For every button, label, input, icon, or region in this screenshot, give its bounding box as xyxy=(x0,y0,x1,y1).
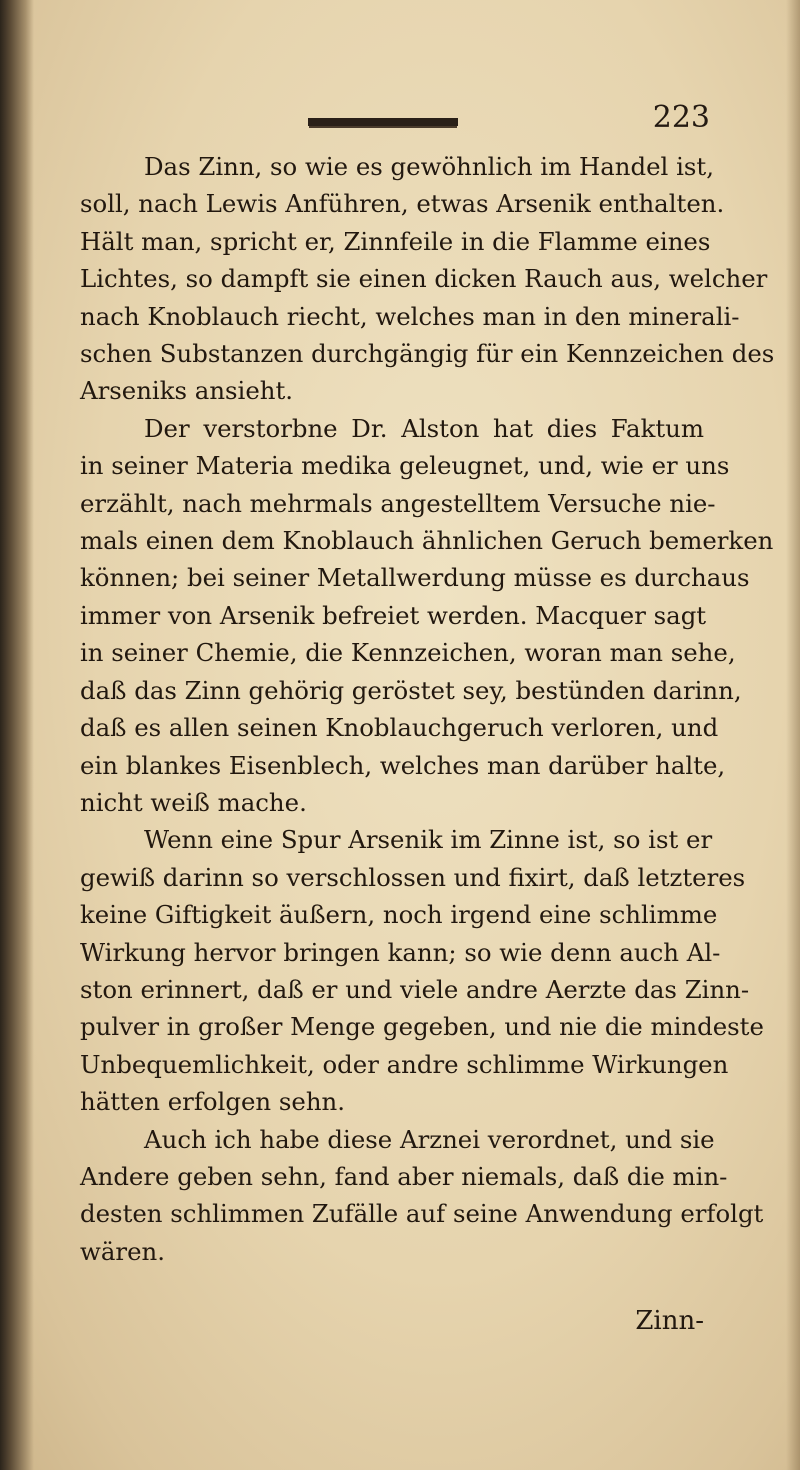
text-line: pulver in großer Menge gegeben, und nie die mindeste xyxy=(80,1012,764,1042)
paragraph-3 xyxy=(80,821,764,1120)
text-line: in seiner Chemie, die Kennzeichen, woran man sehe, xyxy=(80,638,736,668)
text-line: ein blankes Eisenblech, welches man darüber halte, xyxy=(80,750,726,780)
text-line: Der verstorbne Dr. Alston hat dies Faktum xyxy=(144,413,704,443)
paragraph-2 xyxy=(80,410,774,821)
text-line: Lichtes, so dampft sie einen dicken Rauch aus, welcher xyxy=(80,264,768,294)
text-line: gewiß darinn so verschlossen und fixirt, daß letzteres xyxy=(80,862,746,892)
text-line: in seiner Materia medika geleugnet, und, wie er uns xyxy=(80,451,730,481)
text-line: Wirkung hervor bringen kann; so wie denn auch Al- xyxy=(80,937,721,967)
text-line: immer von Arsenik befreiet werden. Macquer sagt xyxy=(80,600,707,630)
text-line: Wenn eine Spur Arsenik im Zinne ist, so ist er xyxy=(144,825,713,855)
paragraph-1 xyxy=(80,148,775,410)
text-line: Auch ich habe diese Arznei verordnet, und sie xyxy=(144,1124,715,1154)
text-line: nach Knoblauch riecht, welches man in den minerali- xyxy=(80,301,740,331)
text-line: schen Substanzen durchgängig für ein Kennzeichen des xyxy=(80,339,775,369)
text-line: daß es allen seinen Knoblauchgeruch verloren, und xyxy=(80,713,719,743)
text-line: Das Zinn, so wie es gewöhnlich im Handel ist, xyxy=(144,152,714,181)
header-rule xyxy=(308,118,458,126)
text-line: können; bei seiner Metallwerdung müsse es durchaus xyxy=(80,563,750,593)
text-line: nicht weiß mache. xyxy=(80,787,307,817)
text-line: erzählt, nach mehrmals angestelltem Versuche nie- xyxy=(80,488,716,518)
text-line: Andere geben sehn, fand aber niemals, daß die min- xyxy=(80,1161,728,1191)
page-number: 223 xyxy=(652,100,710,135)
text-line: soll, nach Lewis Anführen, etwas Arsenik enthalten. xyxy=(80,189,725,219)
body-text xyxy=(80,148,775,1270)
text-line: mals einen dem Knoblauch ähnlichen Geruch bemerken xyxy=(80,526,774,556)
text-line: desten schlimmen Zufälle auf seine Anwendung erfolgt xyxy=(80,1199,764,1229)
catchword: Zinn- xyxy=(635,1306,704,1336)
text-line: Hält man, spricht er, Zinnfeile in die Flamme eines xyxy=(80,226,711,256)
paragraph-4 xyxy=(80,1121,764,1271)
text-line: Arseniks ansieht. xyxy=(80,376,294,406)
text-line: Unbequemlichkeit, oder andre schlimme Wirkungen xyxy=(80,1049,729,1079)
text-line: wären. xyxy=(80,1236,165,1266)
text-line: hätten erfolgen sehn. xyxy=(80,1087,345,1117)
text-line: daß das Zinn gehörig geröstet sey, bestünden darinn, xyxy=(80,675,742,705)
text-line: keine Giftigkeit äußern, noch irgend eine schlimme xyxy=(80,900,718,930)
text-line: ston erinnert, daß er und viele andre Aerzte das Zinn- xyxy=(80,974,750,1004)
